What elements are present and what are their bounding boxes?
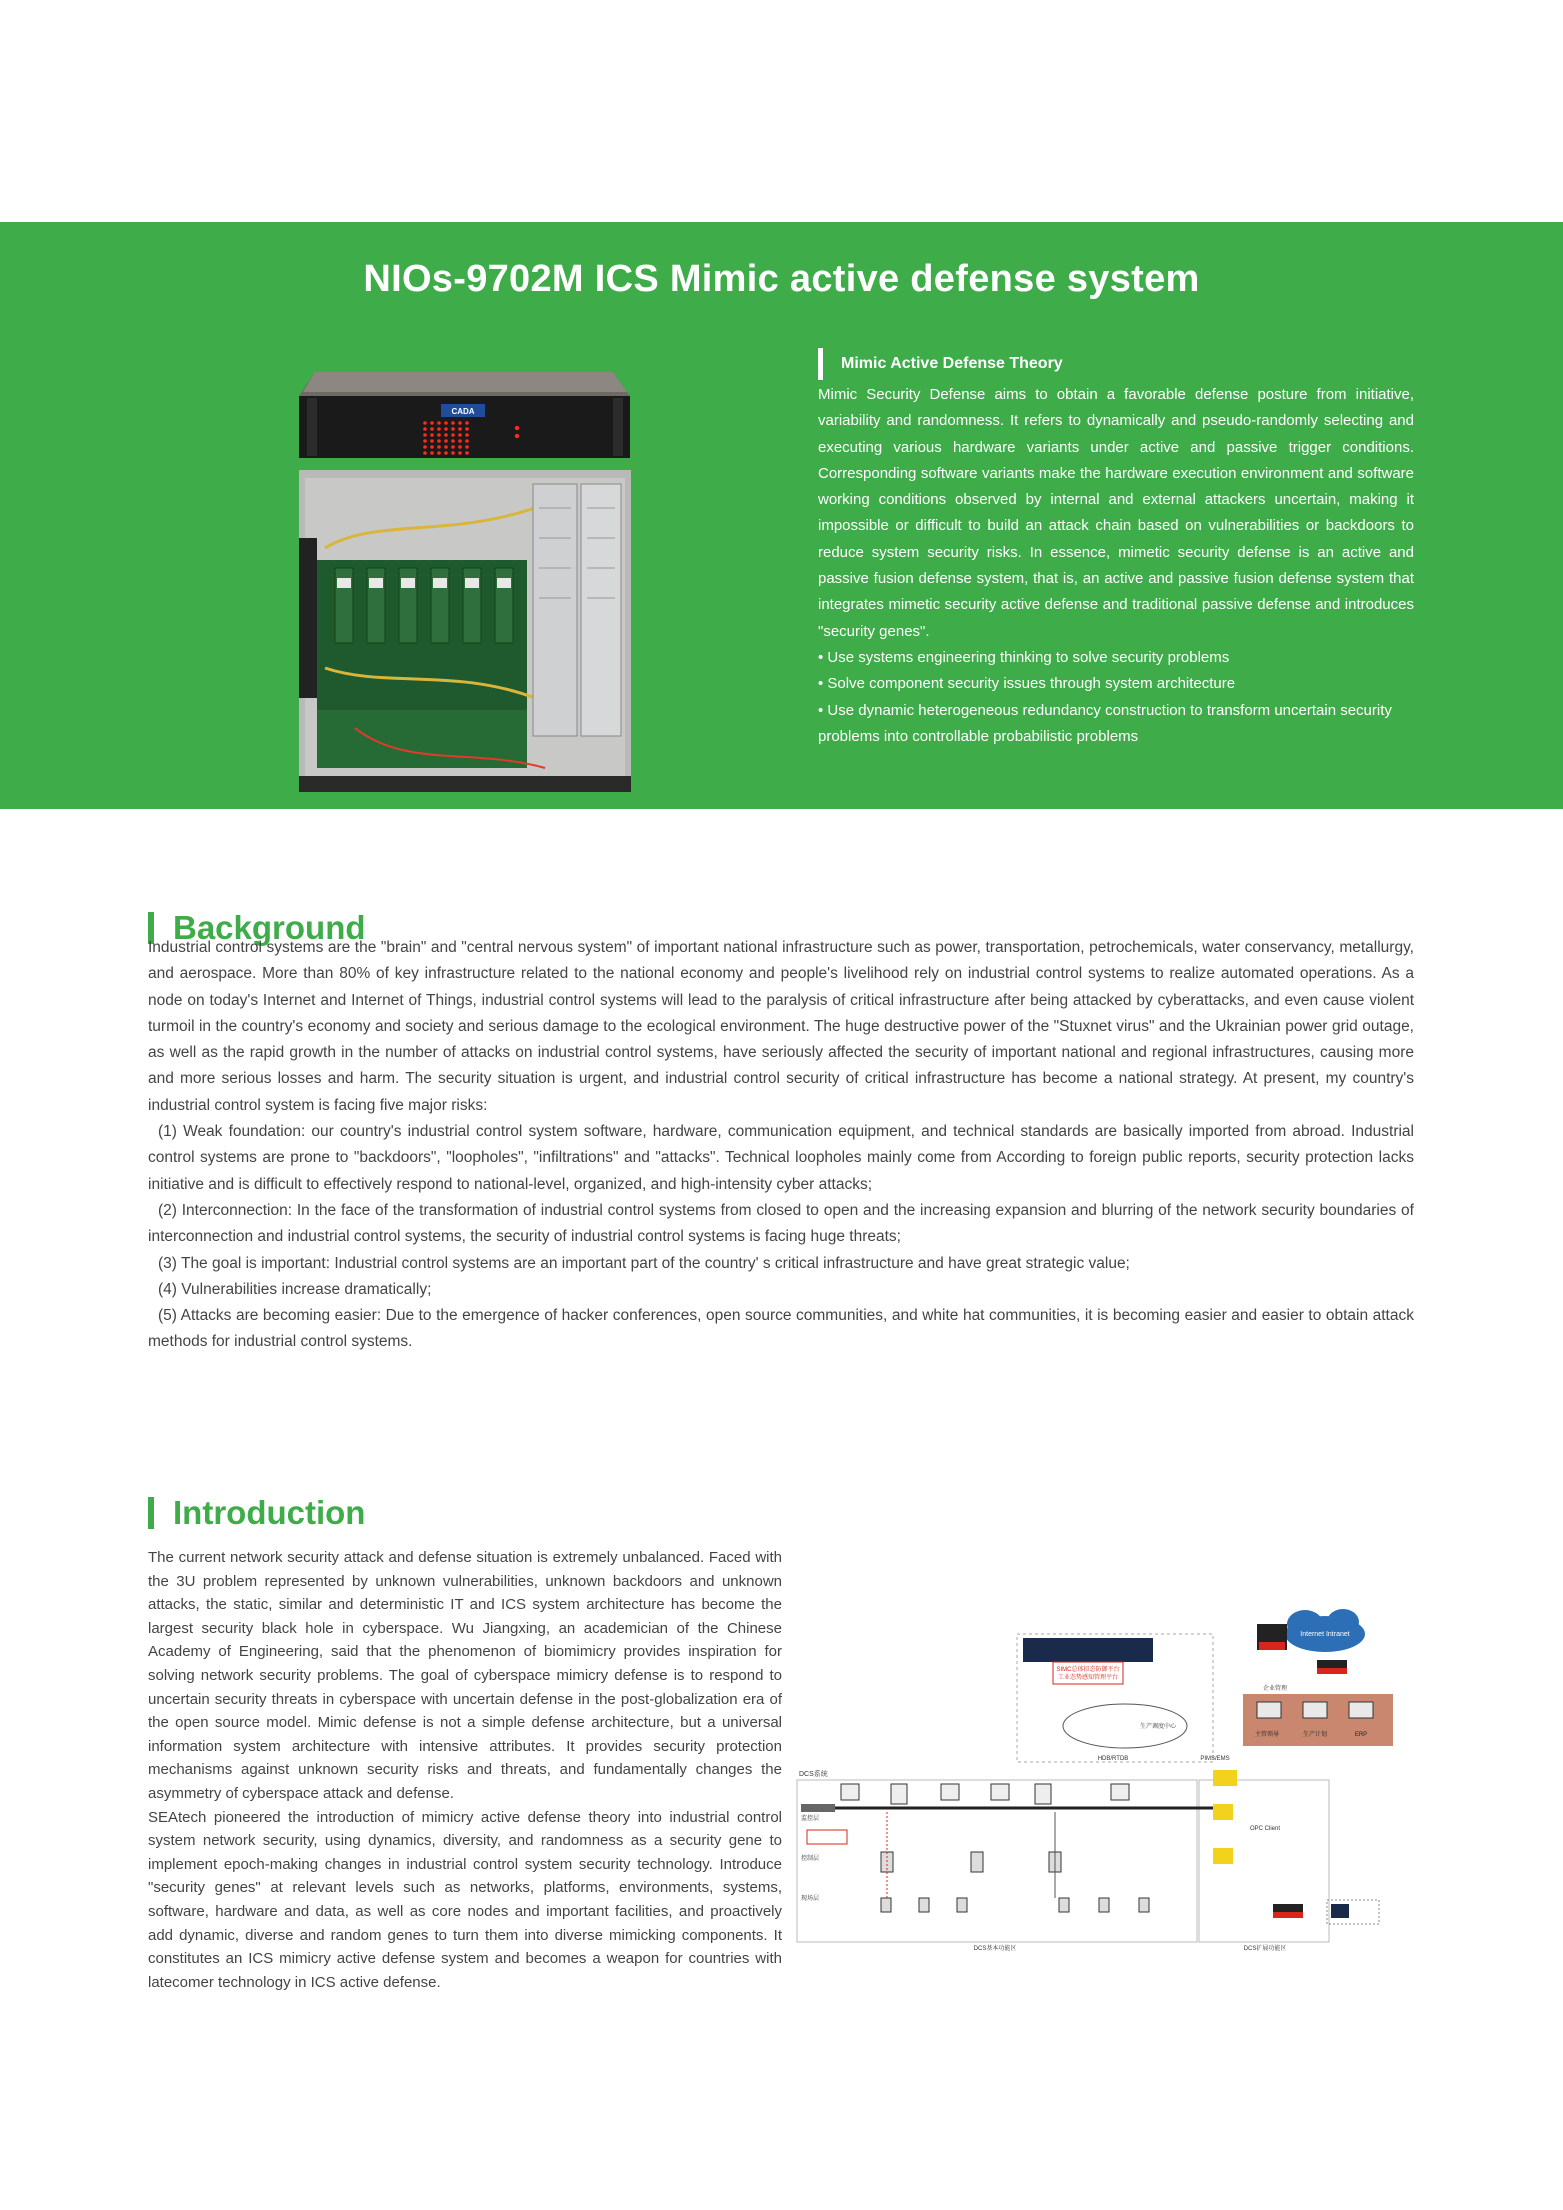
led-dot — [423, 439, 427, 443]
theory-heading: Mimic Active Defense Theory — [841, 355, 1063, 372]
opc-label: OPC Client — [1250, 1826, 1281, 1832]
background-text — [148, 935, 1414, 1356]
led-dot — [437, 451, 441, 455]
led-dot — [423, 445, 427, 449]
led-dot — [451, 451, 455, 455]
led-dot — [444, 445, 448, 449]
mimic-gateway — [1213, 1770, 1237, 1786]
theory-heading-bar — [818, 348, 823, 380]
introduction-heading-row — [148, 1494, 365, 1532]
center-label: 生产调度中心 — [1140, 1724, 1177, 1730]
led-dot — [451, 439, 455, 443]
led-dot — [437, 427, 441, 431]
led-dot — [423, 433, 427, 437]
led-dot — [430, 427, 434, 431]
introduction-text — [148, 1546, 782, 1994]
led-dot — [451, 421, 455, 425]
introduction-paragraph: The current network security attack and defense situation is extremely unbalanced. Faced with the 3U problem represented by unknown vulnerabilities, unknown backdoors and unknown attacks, the static, similar and deterministic IT and ICS system architecture has become the largest security black hole in cyberspace. Wu Jiangxing, an academician of the Chinese Academy of Engineering, said that the phenomenon of biomimicry provides inspiration for solving network security problems. The goal of cyberspace mimicry defense is to respond to uncertain security threats in cyberspace with uncertain defense in the post-globalization era of the open source model. Mimic defense is not a simple defense architecture, but a universal information system architecture with intensive attributes. It provides security protection mechanisms against unknown security risks and threats, and fundamentally changes the asymmetry of cyberspace attack and defense. — [148, 1549, 782, 1802]
dcs-label: DCS系统 — [799, 1771, 828, 1778]
enterprise-item: 主管领导 — [1254, 1732, 1280, 1738]
cloud-label: Internet Intranet — [1300, 1631, 1350, 1638]
zone1-label: DCS基本功能区 — [973, 1946, 1017, 1952]
led-dot — [444, 427, 448, 431]
led-dot — [465, 421, 469, 425]
risk-item: (2) Interconnection: In the face of the transformation of industrial control systems from closed to open and the increasing expansion and blurring of the network security boundaries of interconnection and industrial control systems, the security of industrial control systems is facing huge threats; — [148, 1201, 1414, 1246]
theory-bullet: • Use dynamic heterogeneous redundancy construction to transform uncertain security problems into controllable probabilistic problems — [818, 701, 1392, 745]
theory-bullet: • Use systems engineering thinking to solve security problems — [818, 648, 1230, 666]
led-dot — [430, 445, 434, 449]
led-dot — [458, 427, 462, 431]
led-dot — [423, 451, 427, 455]
enterprise-label: 企业管理 — [1263, 1686, 1288, 1692]
led-dot — [451, 445, 455, 449]
theory-panel — [818, 348, 1414, 750]
theory-bullet-list — [818, 645, 1414, 750]
device-brand-label: CADA — [451, 407, 475, 416]
led-dot — [458, 445, 462, 449]
screen-subtitle: 工业态势感知管理平台 — [1057, 1675, 1119, 1681]
led-dot — [458, 451, 462, 455]
led-dot — [451, 433, 455, 437]
led-dot — [430, 451, 434, 455]
enterprise-item: ERP — [1354, 1732, 1368, 1738]
hdb-label: HDB/RTDB — [1097, 1756, 1129, 1762]
risk-item: (5) Attacks are becoming easier: Due to the emergence of hacker conferences, open source communities, and white hat communities, it is becoming easier and easier to obtain attack methods for industrial control systems. — [148, 1307, 1414, 1351]
led-dot — [423, 421, 427, 425]
led-dot — [437, 439, 441, 443]
led-dot — [437, 421, 441, 425]
led-dot — [444, 451, 448, 455]
led-dot — [430, 439, 434, 443]
network-architecture-diagram — [795, 1598, 1395, 1958]
led-dot — [465, 439, 469, 443]
monitor-layer-label: 监控层 — [801, 1816, 820, 1822]
field-layer-label: 现场层 — [801, 1896, 820, 1902]
risk-item: (3) The goal is important: Industrial control systems are an important part of the country' s critical infrastructure and have great strategic value; — [158, 1254, 1130, 1272]
led-dot — [430, 421, 434, 425]
led-dot — [444, 433, 448, 437]
led-dot — [465, 445, 469, 449]
risk-item: (4) Vulnerabilities increase dramatically; — [158, 1280, 432, 1298]
led-dot — [444, 421, 448, 425]
enterprise-item: 生产计划 — [1302, 1732, 1328, 1738]
led-dot — [465, 451, 469, 455]
led-dot — [465, 433, 469, 437]
screen-title: SIMC总体拟态防御平台 — [1056, 1667, 1120, 1673]
control-layer-label: 控制层 — [801, 1856, 820, 1862]
led-dot — [430, 433, 434, 437]
page-title: NIOs-9702M ICS Mimic active defense system — [363, 258, 1200, 300]
zone2-label: DCS扩展功能区 — [1243, 1946, 1287, 1952]
ems-label: PIMS/EMS — [1200, 1756, 1230, 1762]
led-dot — [451, 427, 455, 431]
introduction-heading: Introduction — [173, 1494, 366, 1531]
led-dot — [423, 427, 427, 431]
led-dot — [437, 433, 441, 437]
background-intro: Industrial control systems are the "brain" and "central nervous system" of important national infrastructure such as power, transportation, petrochemicals, water conservancy, metallurgy, and aerospace. More than 80% of key infrastructure related to the national economy and people's livelihood rely on industrial control systems to realize automated operations. As a node on today's Internet and Internet of Things, industrial control systems will lead to the paralysis of critical infrastructure after being attacked by cyberattacks, and even cause violent turmoil in the country's economy and society and serious damage to the ecological environment. The huge destructive power of the "Stuxnet virus" and the Ukrainian power grid outage, as well as the rapid growth in the number of attacks on industrial control systems, have seriously affected the security of important national and regional infrastructures, causing more and more serious losses and harm. The security situation is urgent, and industrial control security of critical infrastructure has become a national strategy. At present, my country's industrial control system is facing five major risks: — [148, 939, 1414, 1114]
device-photo — [295, 368, 635, 796]
led-dot — [458, 433, 462, 437]
theory-bullet: • Solve component security issues through system architecture — [818, 675, 1236, 693]
led-dot — [444, 439, 448, 443]
hero-banner — [0, 222, 1563, 809]
led-dot — [458, 421, 462, 425]
risk-item: (1) Weak foundation: our country's industrial control system software, hardware, communication equipment, and technical standards are basically imported from abroad. Industrial control systems are prone to "backdoors", "loopholes", "infiltrations" and "attacks". Technical loopholes mainly come from According to foreign public reports, security protection lacks initiative and is difficult to effectively respond to national-level, organized, and high-intensity cyber attacks; — [148, 1123, 1414, 1193]
monitor-screen — [1023, 1638, 1153, 1662]
led-dot — [458, 439, 462, 443]
background-heading: Background — [173, 909, 366, 946]
led-dot — [465, 427, 469, 431]
introduction-heading-bar — [148, 1497, 154, 1529]
led-dot — [437, 445, 441, 449]
theory-body: Mimic Security Defense aims to obtain a favorable defense posture from initiative, variability and randomness. It refers to dynamically and pseudo-randomly selecting and executing various hardware variants under active and passive trigger conditions. Corresponding software variants make the hardware execution environment and software working conditions observed by internal and external attackers uncertain, making it impossible or difficult to build an attack chain based on vulnerabilities or backdoors to reduce system security risks. In essence, mimetic security defense is an active and passive fusion defense system, that is, an active and passive fusion defense system that integrates mimetic security active defense and traditional passive defense and introduces "security genes". — [818, 386, 1414, 640]
introduction-paragraph: SEAtech pioneered the introduction of mimicry active defense theory into industrial control system network security, using dynamics, diversity, and randomness as a security gene to implement epoch-making changes in industrial control system security technology. Introduce "security genes" at relevant levels such as networks, platforms, environments, systems, software, hardware and data, as well as core nodes and important facilities, and proactively add dynamic, diverse and random genes to turn them into diverse mimicking components. It constitutes an ICS mimicry active defense system and becomes a weapon for countries with latecomer technology in ICS active defense. — [148, 1808, 782, 1991]
